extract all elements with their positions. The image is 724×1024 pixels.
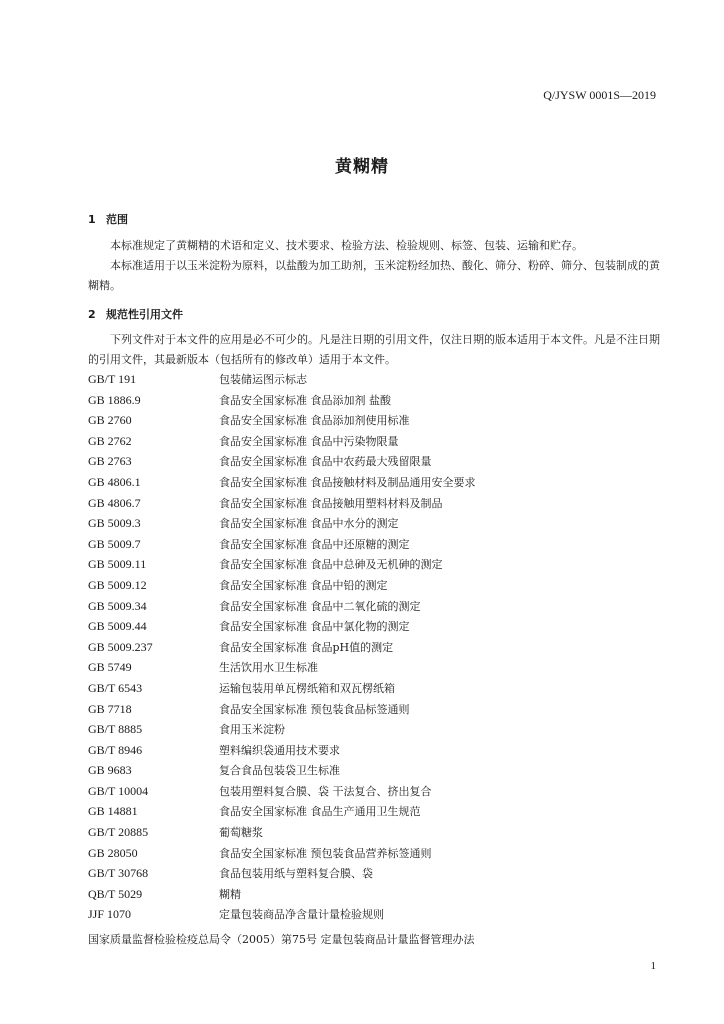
- section-2-heading: [88, 306, 183, 322]
- reference-title: 生活饮用水卫生标准: [219, 661, 318, 675]
- reference-code: GB/T 10004: [88, 783, 149, 798]
- reference-item: [88, 513, 668, 534]
- reference-code: GB 4806.1: [88, 474, 141, 489]
- reference-item: [88, 410, 668, 431]
- reference-code: GB/T 6543: [88, 680, 143, 695]
- reference-item: [88, 534, 668, 555]
- reference-item: [88, 616, 668, 637]
- page-number: 1: [650, 960, 656, 972]
- reference-title: 食品安全国家标准 食品添加剂 盐酸: [219, 393, 391, 407]
- reference-title: 食品安全国家标准 食品中污染物限量: [219, 434, 399, 448]
- reference-item: [88, 822, 668, 843]
- reference-item: [88, 472, 668, 493]
- reference-title: 食用玉米淀粉: [219, 723, 285, 737]
- reference-code: GB 1886.9: [88, 392, 141, 407]
- reference-code: GB 7718: [88, 701, 132, 716]
- paragraph: 下列文件对于本文件的应用是必不可少的。凡是注日期的引用文件，仅注日期的版本适用于本文件。凡是不注日期的引用文件，其最新版本（包括所有的修改单）适用于本文件。: [88, 333, 660, 366]
- reference-item: [88, 904, 668, 925]
- reference-title: 食品安全国家标准 食品接触材料及制品通用安全要求: [219, 475, 476, 489]
- reference-item: [88, 863, 668, 884]
- reference-title: 葡萄糖浆: [219, 826, 263, 840]
- reference-code: GB/T 8885: [88, 722, 143, 737]
- section-number: 1: [88, 213, 96, 226]
- reference-item: [88, 781, 668, 802]
- reference-item: [88, 884, 668, 905]
- reference-item: [88, 369, 668, 390]
- reference-code: GB/T 191: [88, 372, 137, 386]
- reference-title: 食品安全国家标准 食品中铅的测定: [219, 578, 388, 592]
- reference-item: [88, 843, 668, 864]
- reference-code: GB 9683: [88, 763, 132, 778]
- reference-item: [88, 657, 668, 678]
- reference-code: GB 2763: [88, 454, 132, 469]
- reference-title: 食品安全国家标准 食品中水分的测定: [219, 517, 399, 531]
- reference-code: GB 28050: [88, 845, 138, 860]
- reference-item: [88, 451, 668, 472]
- reference-item: [88, 637, 668, 658]
- reference-code: GB 14881: [88, 804, 138, 819]
- reference-title: 糊精: [219, 887, 241, 901]
- section-heading-text: 规范性引用文件: [106, 308, 183, 321]
- reference-item: [88, 596, 668, 617]
- reference-code: GB 5009.12: [88, 577, 147, 592]
- reference-item: [88, 678, 668, 699]
- regulation-reference: 国家质量监督检验检疫总局令（2005）第75号 定量包装商品计量监督管理办法: [88, 933, 475, 946]
- reference-item: [88, 719, 668, 740]
- reference-title: 食品安全国家标准 食品添加剂使用标准: [219, 414, 410, 428]
- reference-title: 食品安全国家标准 食品接触用塑料材料及制品: [219, 496, 443, 510]
- reference-title: 食品安全国家标准 食品中还原糖的测定: [219, 537, 410, 551]
- reference-title: 运输包装用单瓦楞纸箱和双瓦楞纸箱: [219, 681, 395, 695]
- reference-title: 食品安全国家标准 预包装食品营养标签通则: [219, 846, 432, 860]
- reference-title: 食品安全国家标准 食品中二氧化硫的测定: [219, 599, 421, 613]
- reference-title: 复合食品包装袋卫生标准: [219, 764, 340, 778]
- reference-title: 塑料编织袋通用技术要求: [219, 743, 340, 757]
- page-title: 黄糊精: [335, 157, 389, 177]
- reference-title: 食品安全国家标准 食品中农药最大残留限量: [219, 455, 432, 469]
- reference-list: [88, 369, 668, 925]
- reference-code: GB/T 8946: [88, 742, 143, 757]
- reference-item: [88, 801, 668, 822]
- reference-code: JJF 1070: [88, 907, 132, 922]
- reference-code: GB 2760: [88, 413, 132, 428]
- reference-code: QB/T 5029: [88, 886, 143, 901]
- reference-code: GB 4806.7: [88, 495, 141, 510]
- reference-title: 包装储运图示标志: [219, 373, 307, 386]
- reference-title: 包装用塑料复合膜、袋 干法复合、挤出复合: [219, 784, 432, 798]
- reference-title: 食品安全国家标准 食品中总砷及无机砷的测定: [219, 558, 443, 572]
- reference-item: [88, 431, 668, 452]
- reference-title: 食品包装用纸与塑料复合膜、袋: [219, 867, 373, 881]
- reference-item: [88, 760, 668, 781]
- paragraph: 本标准规定了黄糊精的术语和定义、技术要求、检验方法、检验规则、标签、包装、运输和贮存。: [110, 239, 583, 252]
- reference-title: 食品安全国家标准 食品pH值的测定: [219, 640, 394, 654]
- reference-title: 食品安全国家标准 食品中氯化物的测定: [219, 620, 410, 634]
- reference-item: [88, 699, 668, 720]
- reference-code: GB 5749: [88, 660, 132, 675]
- document-code: Q/JYSW 0001S—2019: [543, 88, 656, 102]
- paragraph: 本标准适用于以玉米淀粉为原料，以盐酸为加工助剂，玉米淀粉经加热、酸化、筛分、粉碎、筛分、包装制成的黄糊精。: [88, 259, 660, 292]
- reference-title: 食品安全国家标准 预包装食品标签通则: [219, 702, 410, 716]
- reference-title: 定量包装商品净含量计量检验规则: [219, 908, 384, 922]
- section-1-heading: [88, 211, 128, 227]
- section-number: 2: [88, 308, 96, 321]
- section-heading-text: 范围: [106, 213, 128, 226]
- reference-title: 食品安全国家标准 食品生产通用卫生规范: [219, 805, 421, 819]
- reference-item: [88, 575, 668, 596]
- reference-code: GB/T 20885: [88, 825, 149, 840]
- reference-code: GB 5009.11: [88, 557, 147, 572]
- reference-code: GB 5009.237: [88, 639, 153, 654]
- reference-code: GB 5009.44: [88, 619, 147, 634]
- reference-code: GB 5009.7: [88, 536, 141, 551]
- reference-code: GB 5009.34: [88, 598, 147, 613]
- reference-item: [88, 493, 668, 514]
- reference-item: [88, 390, 668, 411]
- reference-code: GB 5009.3: [88, 516, 141, 531]
- reference-code: GB/T 30768: [88, 866, 149, 881]
- reference-item: [88, 554, 668, 575]
- reference-code: GB 2762: [88, 433, 132, 448]
- reference-item: [88, 740, 668, 761]
